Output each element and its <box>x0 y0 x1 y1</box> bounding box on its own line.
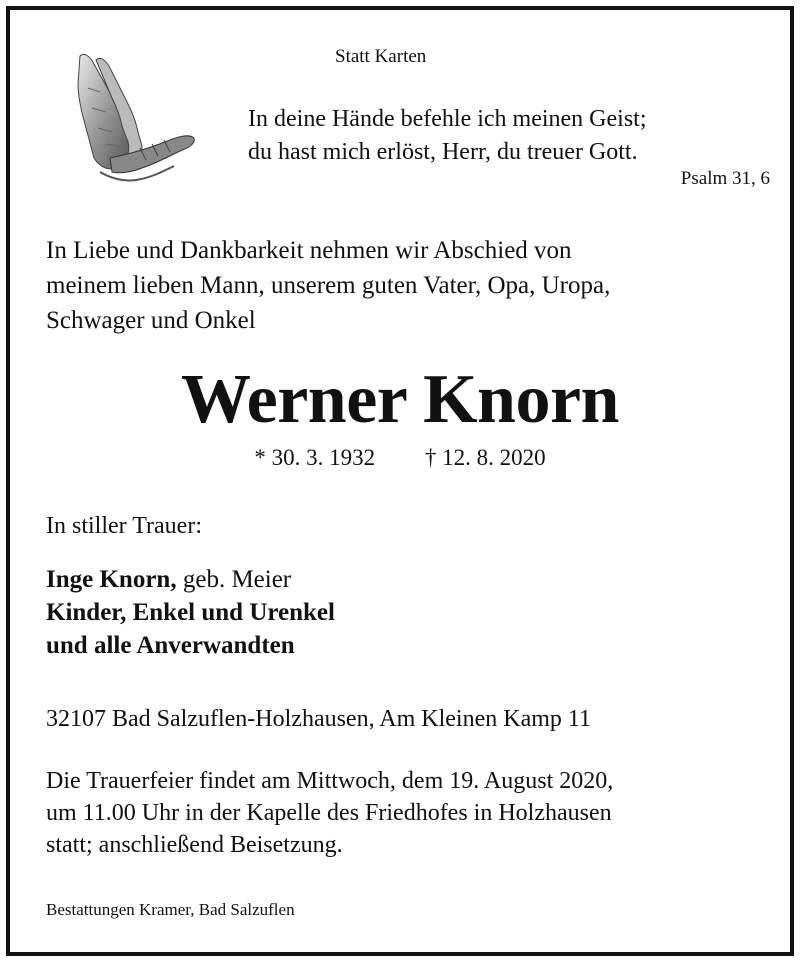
mourners-list <box>46 563 335 662</box>
spouse-name: Inge Knorn, <box>46 566 177 593</box>
praying-hands-icon <box>70 48 200 190</box>
service-line: Die Trauerfeier findet am Mittwoch, dem 19. August 2020, <box>46 768 614 794</box>
birth-date: * 30. 3. 1932 <box>254 445 376 470</box>
spouse-line <box>46 563 335 596</box>
deceased-name: Werner Knorn <box>181 361 619 438</box>
service-line: statt; anschließend Beisetzung. <box>46 832 343 858</box>
intro-line: Schwager und Onkel <box>46 307 256 334</box>
death-date: † 12. 8. 2020 <box>424 445 546 470</box>
spouse-maiden-name: geb. Meier <box>176 566 292 593</box>
undertaker-credit: Bestattungen Kramer, Bad Salzuflen <box>46 900 295 919</box>
funeral-service-info <box>46 765 613 861</box>
verse-line: In deine Hände befehle ich meinen Geist; <box>248 106 647 132</box>
family-address: 32107 Bad Salzuflen-Holzhausen, Am Kleinen Kamp 11 <box>46 706 591 732</box>
bible-verse <box>248 103 647 169</box>
intro-line: In Liebe und Dankbarkeit nehmen wir Abschied von <box>46 237 572 264</box>
header-label: Statt Karten <box>335 46 427 67</box>
children-line: Kinder, Enkel und Urenkel <box>46 599 335 626</box>
intro-text <box>46 233 610 338</box>
relatives-line: und alle Anverwandten <box>46 632 295 659</box>
verse-line: du hast mich erlöst, Herr, du treuer Gott. <box>248 139 638 165</box>
life-dates <box>0 445 800 471</box>
mourning-heading: In stiller Trauer: <box>46 513 202 539</box>
intro-line: meinem lieben Mann, unserem guten Vater, Opa, Uropa, <box>46 272 611 299</box>
verse-reference: Psalm 31, 6 <box>680 168 770 189</box>
service-line: um 11.00 Uhr in der Kapelle des Friedhofes in Holzhausen <box>46 800 612 826</box>
